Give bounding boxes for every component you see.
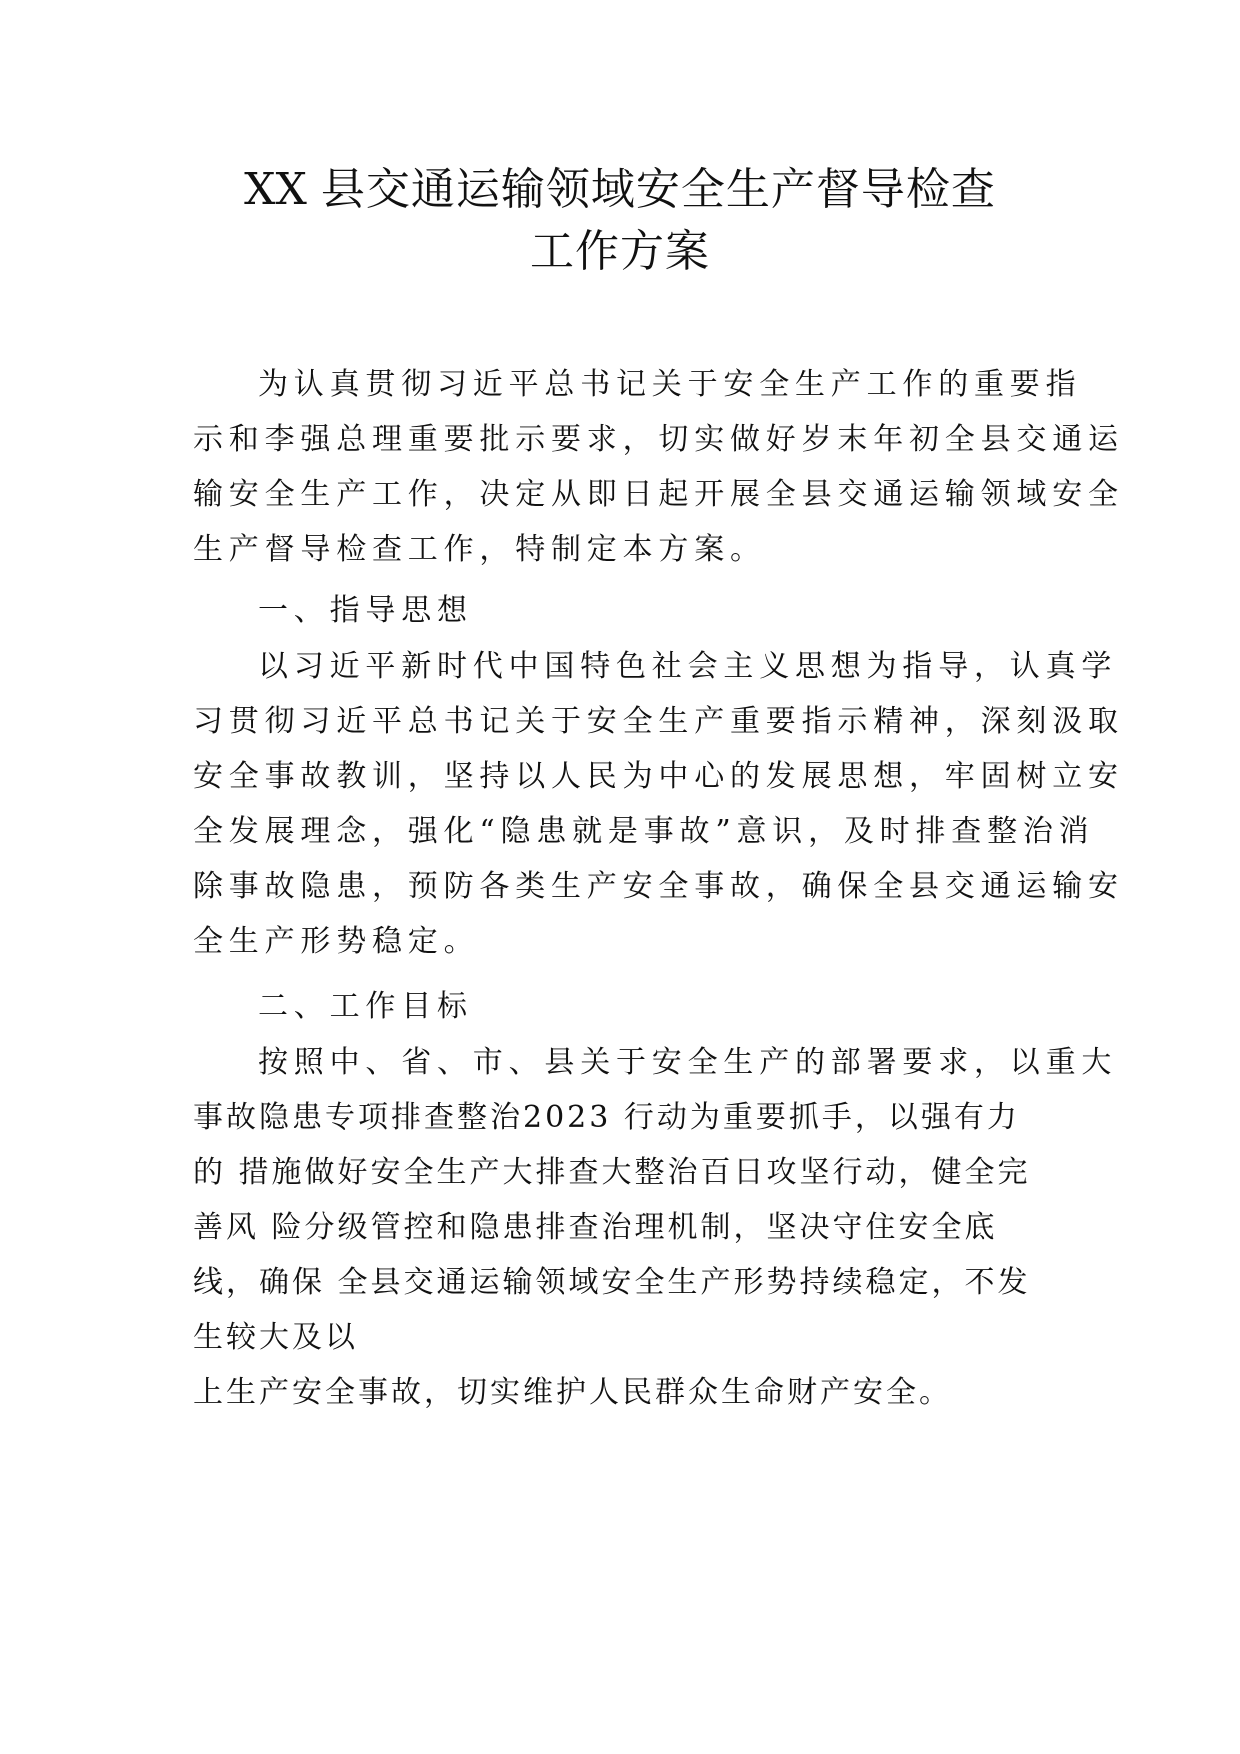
goals-line: 善风 险分级管控和隐患排查治理机制，坚决守住安全底 <box>193 1210 998 1245</box>
guiding-line: 全发展理念，强化“隐患就是事故”意识，及时排查整治消 <box>193 814 1095 849</box>
title-prefix: XX <box>244 164 307 215</box>
title-main: 县交通运输领域安全生产督导检查 <box>320 164 996 215</box>
guiding-line: 除事故隐患，预防各类生产安全事故，确保全县交通运输安 <box>193 869 1124 904</box>
document-title-line-2: 工作方案 <box>530 226 710 277</box>
goals-line: 线，确保 全县交通运输领域安全生产形势持续稳定，不发 <box>193 1265 1031 1300</box>
goals-line: 事故隐患专项排查整治2023 行动为重要抓手，以强有力 <box>193 1100 1020 1135</box>
guiding-line: 以习近平新时代中国特色社会主义思想为指导，认真学 <box>258 649 1118 684</box>
section-heading-goals: 二、工作目标 <box>258 989 473 1024</box>
goals-line: 上生产安全事故，切实维护人民群众生命财产安全。 <box>193 1375 952 1410</box>
intro-line: 为认真贯彻习近平总书记关于安全生产工作的重要指 <box>258 367 1082 402</box>
goals-line: 按照中、省、市、县关于安全生产的部署要求，以重大 <box>258 1045 1118 1080</box>
document-title-line-1 <box>0 160 1240 220</box>
intro-line: 示和李强总理重要批示要求，切实做好岁末年初全县交通运 <box>193 422 1124 457</box>
section-heading-guiding: 一、指导思想 <box>258 593 473 628</box>
goals-line: 生较大及以 <box>193 1320 358 1355</box>
goals-line: 的 措施做好安全生产大排查大整治百日攻坚行动，健全完 <box>193 1155 1031 1190</box>
guiding-line: 安全事故教训，坚持以人民为中心的发展思想，牢固树立安 <box>193 759 1124 794</box>
guiding-line: 全生产形势稳定。 <box>193 924 480 959</box>
guiding-line: 习贯彻习近平总书记关于安全生产重要指示精神，深刻汲取 <box>193 704 1124 739</box>
intro-line: 生产督导检查工作，特制定本方案。 <box>193 532 766 567</box>
intro-line: 输安全生产工作，决定从即日起开展全县交通运输领域安全 <box>193 477 1124 512</box>
